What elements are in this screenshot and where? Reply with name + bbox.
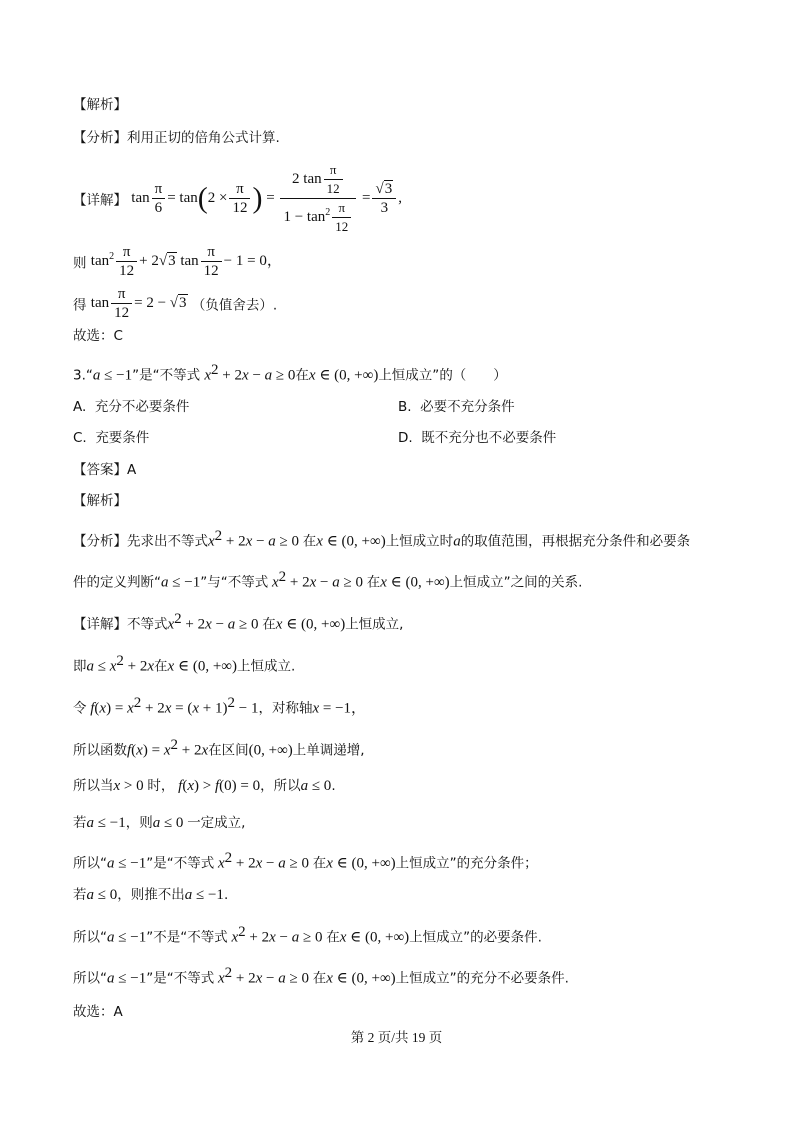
q3-detail-line-3: 令 $f(x) = x^2 + 2x = (x + 1)^2 - 1$，对称轴x = −1，	[73, 695, 367, 717]
q3-analysis-line-2: 件的定义判断“a ≤ −1”与“不等式 $x^2 + 2x - a \ge 0$ 在x ∈ (0, +∞)上恒成立”之间的关系.	[73, 569, 583, 591]
q3-detail-line-7: 所以“a ≤ −1”是“不等式 $x^2 + 2x - a \ge 0$ 在x ∈ (0, +∞)上恒成立”的充分条件；	[73, 850, 538, 872]
q2-analysis-line: 【分析】利用正切的倍角公式计算.	[73, 130, 280, 146]
q3-detail-line-8: 若a ≤ 0，则推不出a ≤ −1.	[73, 887, 229, 903]
q3-answer: 故选：A	[73, 1004, 123, 1020]
page-footer: 第 2 页/共 19 页	[350, 1030, 443, 1045]
q3-detail-line-4: 所以函数$f(x) = x^2 + 2x$在区间(0, +∞)上单调递增,	[73, 737, 365, 759]
q3-detail-line-10: 所以“a ≤ −1”是“不等式 $x^2 + 2x - a \ge 0$ 在x ∈ (0, +∞)上恒成立”的充分不必要条件.	[73, 965, 569, 987]
q2-result: tan $\frac{\pi}{12}$ = 2 − √3	[90, 286, 187, 321]
q2-quadratic: $\tan^2$ $\frac{\pi}{12}$ + 2√3 tan $\frac{\pi}{12}$ − 1 = 0，	[90, 244, 282, 279]
q2-detail-line: 【详解】 tan $\frac{\pi}{6}$ = tan(2 × $\frac{\pi}{12}$ ) = 2 tan $\frac{\pi}{12}$ $1 - \tan^2$ $\frac{\pi}{12}$ = $\frac{√3}{3}$ ,	[73, 162, 402, 234]
q3-option-c[interactable]: C. 充要条件	[73, 430, 150, 446]
q3-detail-line-6: 若a ≤ −1，则a ≤ 0 一定成立,	[73, 815, 246, 831]
q2-jiexi-heading: 【解析】	[73, 97, 127, 113]
q3-answer-heading: 【答案】A	[73, 462, 137, 478]
q3-detail-line-2: 即$a \le x^2 + 2x$在x ∈ (0, +∞)上恒成立.	[73, 653, 296, 675]
q3-option-b[interactable]: B. 必要不充分条件	[398, 399, 515, 415]
q3-detail-line-5: 所以当x > 0 时， f(x) > f(0) = 0，所以a ≤ 0.	[73, 778, 336, 794]
q2-then-line: 则 $\tan^2$ $\frac{\pi}{12}$ + 2√3 tan $\frac{\pi}{12}$ − 1 = 0，	[73, 244, 282, 279]
q3-analysis-line-1: 【分析】先求出不等式$x^2 + 2x - a \ge 0$ 在x ∈ (0, +∞)上恒成立时a的取值范围，再根据充分条件和必要条	[73, 528, 691, 550]
q3-option-d[interactable]: D. 既不充分也不必要条件	[398, 430, 557, 446]
q3-detail-line-1: 【详解】不等式$x^2 + 2x - a \ge 0$ 在x ∈ (0, +∞)上恒成立,	[73, 611, 404, 633]
q2-tan-formula: tan $\frac{\pi}{6}$ = tan(2 × $\frac{\pi}{12}$ ) = 2 tan $\frac{\pi}{12}$ $1 - \tan^2$ $\frac{\pi}{12}$ = $\frac{√3}{3}$ ,	[131, 162, 402, 234]
q2-answer: 故选：C	[73, 328, 123, 344]
q3-detail-line-9: 所以“a ≤ −1”不是“不等式 $x^2 + 2x - a \ge 0$ 在x ∈ (0, +∞)上恒成立”的必要条件.	[73, 924, 542, 946]
q3-stem: 3.“a ≤ −1”是“不等式 $x^2 + 2x - a \ge 0$在x ∈ (0, +∞)上恒成立”的（ ）	[73, 362, 507, 384]
q2-get-line: 得 tan $\frac{\pi}{12}$ = 2 − √3 （负值舍去）.	[73, 286, 278, 321]
q3-option-a[interactable]: A. 充分不必要条件	[73, 399, 190, 415]
q3-jiexi-heading: 【解析】	[73, 493, 127, 509]
